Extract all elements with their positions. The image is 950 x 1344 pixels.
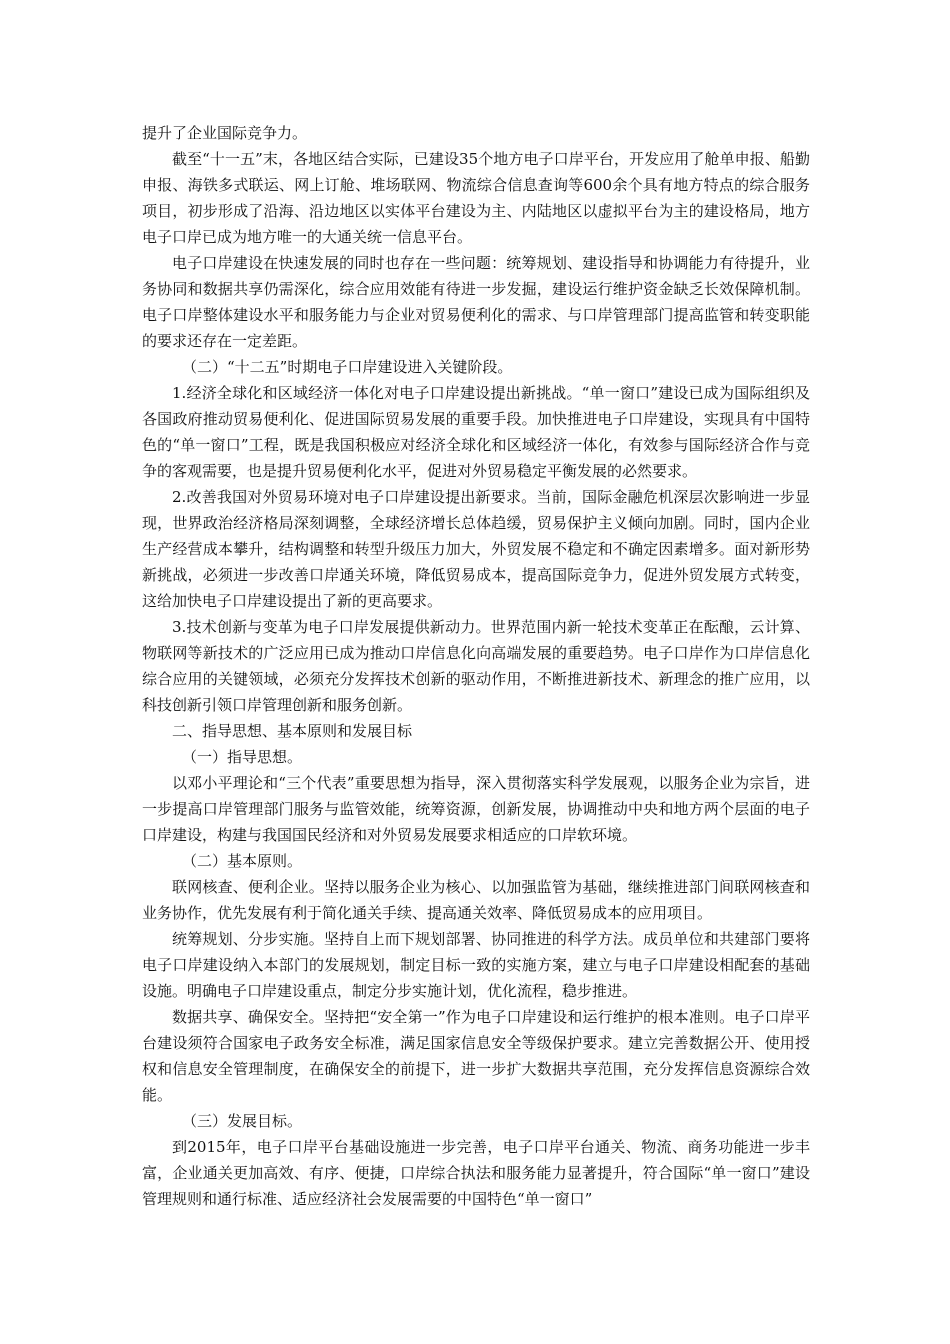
paragraph: 数据共享、确保安全。坚持把“安全第一”作为电子口岸建设和运行维护的根本准则。电子口岸平台建设须符合国家电子政务安全标准，满足国家信息安全等级保护要求。建立完善数据公开、使用授权和信息安全管理制度，在确保安全的前提下，进一步扩大数据共享范围，充分发挥信息资源综合效能。: [142, 1008, 810, 1104]
paragraph: 电子口岸建设在快速发展的同时也存在一些问题：统筹规划、建设指导和协调能力有待提升，业务协同和数据共享仍需深化，综合应用效能有待进一步发掘，建设运行维护资金缺乏长效保障机制。电子口岸整体建设水平和服务能力与企业对贸易便利化的需求、与口岸管理部门提高监管和转变职能的要求还存在一定差距。: [142, 254, 810, 350]
paragraph: 2.改善我国对外贸易环境对电子口岸建设提出新要求。当前，国际金融危机深层次影响进一步显现，世界政治经济格局深刻调整，全球经济增长总体趋缓，贸易保护主义倾向加剧。同时，国内企业生产经营成本攀升，结构调整和转型升级压力加大，外贸发展不稳定和不确定因素增多。面对新形势新挑战，必须进一步改善口岸通关环境，降低贸易成本，提高国际竞争力，促进外贸发展方式转变，这给加快电子口岸建设提出了新的更高要求。: [142, 488, 810, 610]
section-heading: （二）“十二五”时期电子口岸建设进入关键阶段。: [182, 358, 513, 376]
document-page: [142, 120, 810, 1212]
paragraph: 截至“十一五”末，各地区结合实际，已建设35个地方电子口岸平台，开发应用了舱单申报、船勤申报、海铁多式联运、网上订舱、堆场联网、物流综合信息查询等600余个具有地方特点的综合服务项目，初步形成了沿海、沿边地区以实体平台建设为主、内陆地区以虚拟平台为主的建设格局，地方电子口岸已成为地方唯一的大通关统一信息平台。: [142, 150, 810, 246]
paragraph: 1.经济全球化和区域经济一体化对电子口岸建设提出新挑战。“单一窗口”建设已成为国际组织及各国政府推动贸易便利化、促进国际贸易发展的重要手段。加快推进电子口岸建设，实现具有中国特色的“单一窗口”工程，既是我国积极应对经济全球化和区域经济一体化，有效参与国际经济合作与竞争的客观需要，也是提升贸易便利化水平，促进对外贸易稳定平衡发展的必然要求。: [142, 384, 810, 480]
section-heading: （三）发展目标。: [182, 1112, 303, 1130]
paragraph: 联网核查、便利企业。坚持以服务企业为核心、以加强监管为基础，继续推进部门间联网核查和业务协作，优先发展有利于简化通关手续、提高通关效率、降低贸易成本的应用项目。: [142, 878, 810, 922]
paragraph: 统筹规划、分步实施。坚持自上而下规划部署、协同推进的科学方法。成员单位和共建部门要将电子口岸建设纳入本部门的发展规划，制定目标一致的实施方案，建立与电子口岸建设相配套的基础设施。明确电子口岸建设重点，制定分步实施计划，优化流程，稳步推进。: [142, 930, 810, 1000]
section-heading: （一）指导思想。: [182, 748, 303, 766]
section-heading: （二）基本原则。: [182, 852, 303, 870]
paragraph: 以邓小平理论和“三个代表”重要思想为指导，深入贯彻落实科学发展观，以服务企业为宗旨，进一步提高口岸管理部门服务与监管效能，统筹资源，创新发展，协调推动中央和地方两个层面的电子口岸建设，构建与我国国民经济和对外贸易发展要求相适应的口岸软环境。: [142, 774, 810, 844]
paragraph: 3.技术创新与变革为电子口岸发展提供新动力。世界范围内新一轮技术变革正在酝酿，云计算、物联网等新技术的广泛应用已成为推动口岸信息化向高端发展的重要趋势。电子口岸作为口岸信息化综合应用的关键领域，必须充分发挥技术创新的驱动作用，不断推进新技术、新理念的推广应用，以科技创新引领口岸管理创新和服务创新。: [142, 618, 810, 714]
paragraph: 提升了企业国际竞争力。: [142, 124, 308, 142]
paragraph: 到2015年，电子口岸平台基础设施进一步完善，电子口岸平台通关、物流、商务功能进一步丰富，企业通关更加高效、有序、便捷，口岸综合执法和服务能力显著提升，符合国际“单一窗口”建设管理规则和通行标准、适应经济社会发展需要的中国特色“单一窗口”: [142, 1138, 810, 1208]
section-heading: 二、指导思想、基本原则和发展目标: [172, 722, 413, 740]
